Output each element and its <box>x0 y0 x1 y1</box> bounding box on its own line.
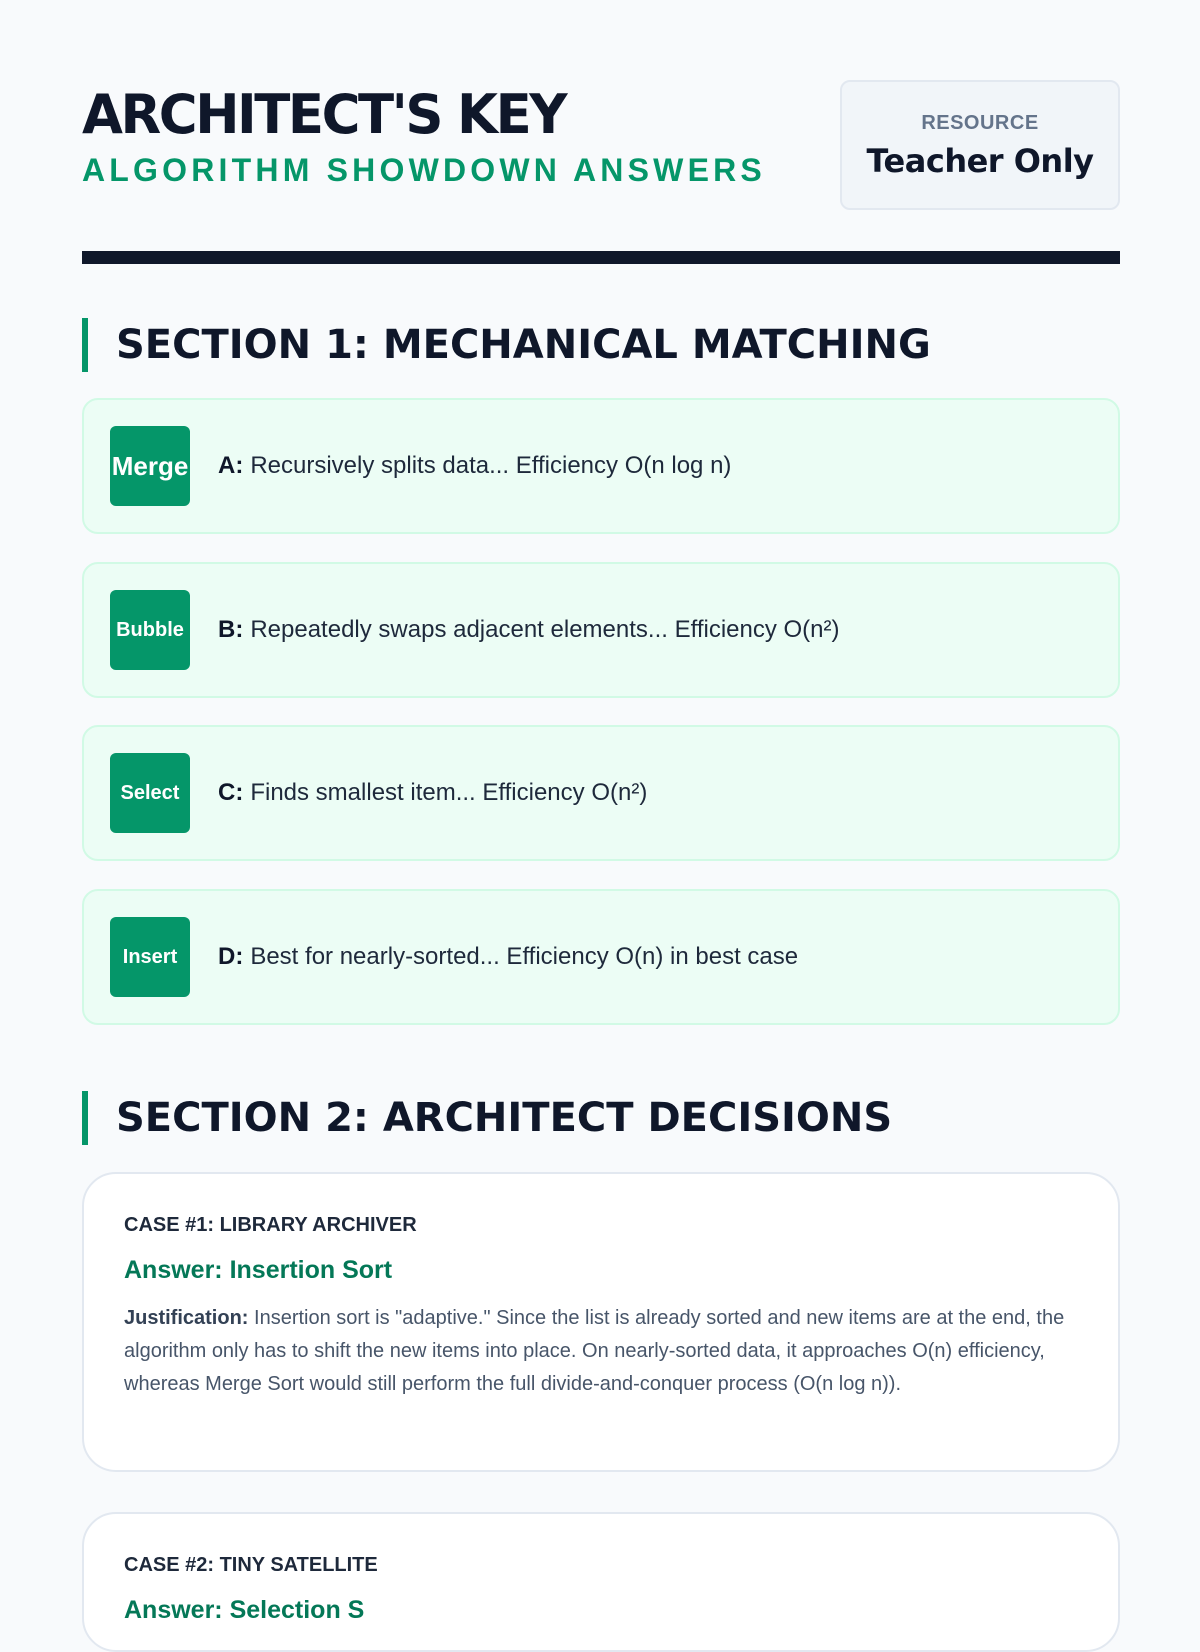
resource-value: Teacher Only <box>866 142 1094 180</box>
page-subtitle: ALGORITHM SHOWDOWN ANSWERS <box>82 152 766 188</box>
algorithm-badge: Select <box>110 753 190 833</box>
algorithm-badge: Bubble <box>110 590 190 670</box>
case-card-2 <box>82 1512 1120 1652</box>
match-card-select <box>82 725 1120 861</box>
section-heading-1 <box>82 318 1120 372</box>
case-title: CASE #1: LIBRARY ARCHIVER <box>124 1214 417 1236</box>
case-answer: Answer: Selection S <box>124 1596 365 1624</box>
resource-card <box>840 80 1120 210</box>
header-divider <box>82 251 1120 264</box>
match-text: Repeatedly swaps adjacent elements... Efficiency O(n²) <box>250 616 840 643</box>
match-card-merge <box>82 398 1120 534</box>
case-card-1 <box>82 1172 1120 1472</box>
section-heading-1-text: SECTION 1: MECHANICAL MATCHING <box>116 322 931 368</box>
resource-label: RESOURCE <box>921 112 1039 134</box>
match-text: Finds smallest item... Efficiency O(n²) <box>250 779 648 806</box>
section-heading-2-text: SECTION 2: ARCHITECT DECISIONS <box>116 1095 893 1141</box>
match-description <box>218 727 647 859</box>
match-letter: C: <box>218 779 244 806</box>
match-letter: D: <box>218 943 244 970</box>
algorithm-badge: Insert <box>110 917 190 997</box>
match-letter: A: <box>218 452 244 479</box>
algorithm-badge: Merge <box>110 426 190 506</box>
page-header <box>82 80 1120 266</box>
match-card-bubble <box>82 562 1120 698</box>
match-text: Best for nearly-sorted... Efficiency O(n) in best case <box>250 943 799 970</box>
case-title: CASE #2: TINY SATELLITE <box>124 1554 378 1576</box>
case-justification <box>124 1302 1078 1401</box>
match-text: Recursively splits data... Efficiency O(n log n) <box>250 452 732 479</box>
justification-label: Justification: <box>124 1307 249 1329</box>
match-description <box>218 564 840 696</box>
justification-text: Insertion sort is "adaptive." Since the list is already sorted and new items are at the end, the algorithm only has to shift the new items into place. On nearly-sorted data, it approaches O(n) efficiency, whereas Merge Sort would still perform the full divide-and-conquer process (O(n log n)). <box>124 1307 1065 1395</box>
section-heading-2 <box>82 1091 1120 1145</box>
case-answer: Answer: Insertion Sort <box>124 1256 393 1284</box>
match-card-insert <box>82 889 1120 1025</box>
page-title: ARCHITECT'S KEY <box>82 83 566 146</box>
match-description <box>218 400 731 532</box>
match-letter: B: <box>218 616 244 643</box>
match-description <box>218 891 798 1023</box>
